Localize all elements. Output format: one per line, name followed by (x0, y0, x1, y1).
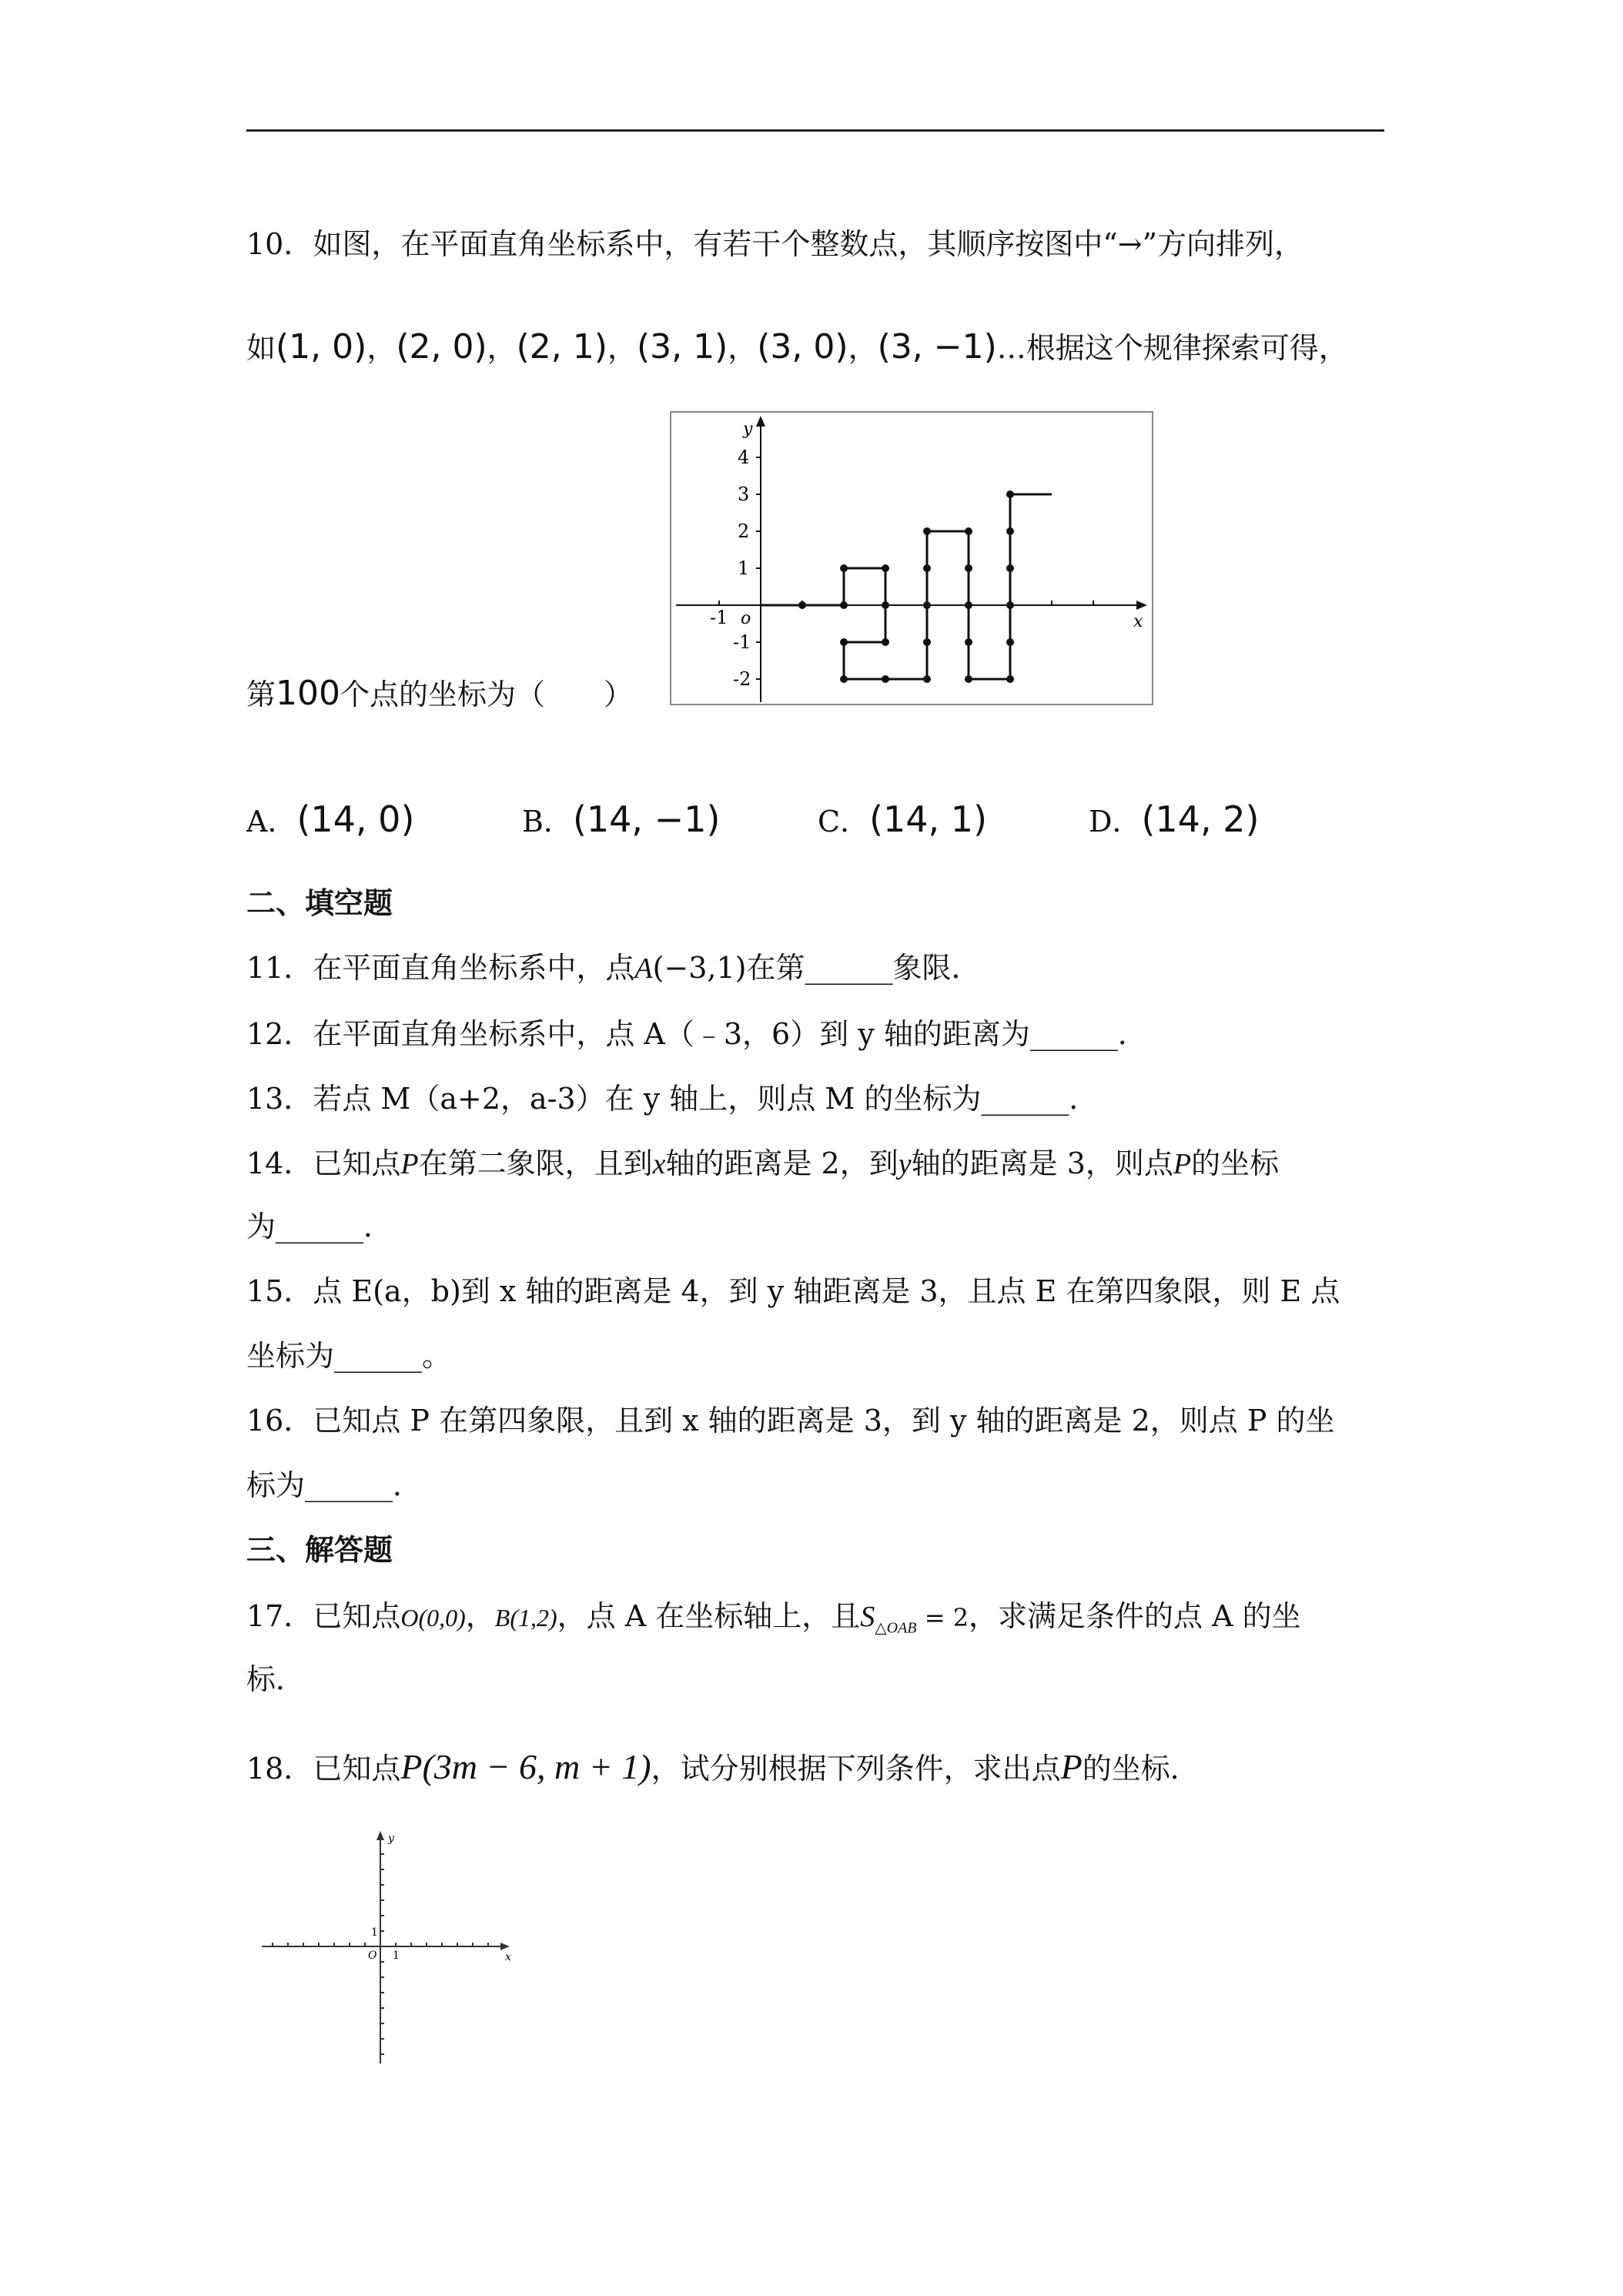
q10-line-3-suffix: 个点的坐标为（ ） (340, 678, 634, 711)
q10-point-4: (3, 1) (636, 327, 728, 366)
q14-line-2: 为______． (246, 1210, 393, 1243)
q17-line-2: 标． (246, 1662, 306, 1696)
x-tick-label: -1 (710, 607, 728, 628)
q12: 12．在平面直角坐标系中，点 A（﹣3，6）到 y 轴的距离为______． (246, 1017, 1147, 1051)
q16-line-1: 16．已知点 P 在第四象限，且到 x 轴的距离是 3，到 y 轴的距离是 2，则点 P 的坐 (246, 1404, 1335, 1438)
q10-number: 100 (276, 674, 340, 713)
y-unit-label: 1 (371, 1926, 378, 1939)
q10-sep: ， (487, 331, 517, 365)
q10-line-2-prefix: 如 (246, 331, 276, 365)
q10-point-6: (3, −1) (877, 327, 997, 366)
header-rule (246, 129, 1384, 132)
x-unit-label: 1 (393, 1950, 400, 1962)
origin-label: O (368, 1950, 377, 1962)
y-tick-label: 2 (738, 520, 750, 542)
q10-point-3: (2, 1) (516, 327, 607, 366)
q10-line-3-prefix: 第 (246, 678, 276, 711)
option-b: B．(14, −1) (522, 798, 721, 840)
q16-line-2: 标为______． (246, 1468, 423, 1502)
y-tick-label: -2 (733, 668, 751, 690)
y-tick-label: -1 (733, 631, 751, 653)
q18-coordinate-grid (259, 1826, 520, 2073)
q10-line-1: 10．如图，在平面直角坐标系中，有若干个整数点，其顺序按图中“→”方向排列， (246, 227, 1304, 261)
q10-point-1: (1, 0) (276, 327, 367, 366)
q18-line-1: 18．已知点P(3m − 6, m + 1)，试分别根据下列条件，求出点P的坐标． (246, 1747, 1200, 1786)
q17-line-1: 17．已知点O(0,0)，B(1,2)，点 A 在坐标轴上，且$S_{\triangle OAB} = 2$，求满足条件的点 A 的坐 (246, 1599, 1301, 1637)
q15-line-1: 15．点 E(a，b)到 x 轴的距离是 4，到 y 轴距离是 3，且点 E 在第四象限，则 E 点 (246, 1274, 1340, 1308)
q10-sep: ， (607, 331, 637, 365)
q11: 11．在平面直角坐标系中，点A(−3,1)在第______象限． (246, 951, 981, 985)
y-tick-label: 3 (738, 484, 750, 505)
x-axis-label: x (505, 1951, 511, 1963)
y-axis-label: y (388, 1832, 394, 1845)
option-a: A．(14, 0) (246, 798, 415, 840)
y-axis-label: y (743, 420, 753, 439)
y-tick-label: 1 (738, 557, 750, 579)
origin-label: o (741, 609, 751, 628)
x-axis-label: x (1133, 612, 1143, 631)
q10-sep: ， (366, 331, 397, 365)
q10-point-5: (3, 0) (757, 327, 848, 366)
q10-sep: ， (848, 331, 878, 365)
q14-line-1: 14．已知点P在第二象限，且到x轴的距离是 2，到y轴的距离是 3，则点P的坐标 (246, 1146, 1280, 1180)
q10-sep: ， (728, 331, 758, 365)
q10-line-2 (246, 328, 1348, 367)
q10-line-3 (246, 674, 633, 714)
section-heading-fill-in: 二、填空题 (246, 886, 393, 920)
option-c: C．(14, 1) (818, 798, 988, 840)
q15-line-2: 坐标为______。 (246, 1339, 452, 1373)
y-axis-arrow-icon (376, 1831, 384, 1840)
q10-point-2: (2, 0) (396, 327, 487, 366)
section-heading-answer: 三、解答题 (246, 1533, 393, 1567)
option-d: D．(14, 2) (1089, 798, 1260, 840)
y-tick-label: 4 (738, 447, 750, 468)
x-axis-arrow-icon (500, 1943, 510, 1950)
q10-spiral-figure (670, 411, 1153, 707)
q10-line-2-suffix: …根据这个规律探索可得， (996, 331, 1348, 365)
q13: 13．若点 M（a+2，a-3）在 y 轴上，则点 M 的坐标为______． (246, 1082, 1099, 1116)
